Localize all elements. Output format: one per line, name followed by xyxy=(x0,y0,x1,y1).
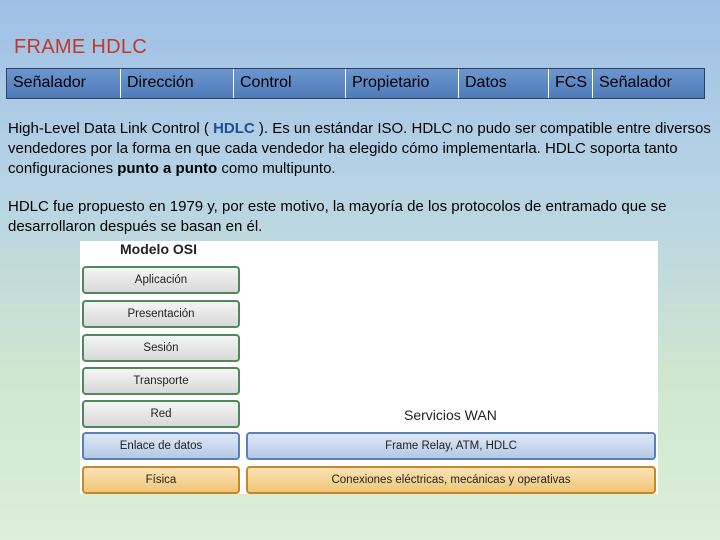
osi-layer-presentation: Presentación xyxy=(82,300,240,328)
description-paragraph-1 xyxy=(8,119,713,179)
wan-datalink-bar: Frame Relay, ATM, HDLC xyxy=(246,432,656,460)
frame-field-proprietary: Propietario xyxy=(346,69,459,98)
osi-layer-session: Sesión xyxy=(82,334,240,362)
frame-field-control: Control xyxy=(234,69,346,98)
osi-model-title: Modelo OSI xyxy=(120,241,197,257)
hdlc-keyword: HDLC xyxy=(213,120,255,137)
wan-physical-bar: Conexiones eléctricas, mecánicas y operativas xyxy=(246,466,656,494)
description-paragraph-2: HDLC fue propuesto en 1979 y, por este motivo, la mayoría de los protocolos de entramado que se desarrollaron después se basan en él. xyxy=(8,198,667,235)
page-title: FRAME HDLC xyxy=(14,36,148,58)
osi-layer-physical: Física xyxy=(82,466,240,494)
osi-layer-application: Aplicación xyxy=(82,266,240,294)
osi-wan-diagram xyxy=(80,241,658,494)
paragraph-1-text-a: High-Level Data Link Control ( xyxy=(8,120,214,137)
paragraph-1-text-c: como multipunto. xyxy=(217,160,336,177)
wan-services-title: Servicios WAN xyxy=(404,407,497,423)
frame-field-address: Dirección xyxy=(121,69,234,98)
frame-field-flag-start: Señalador xyxy=(7,69,121,98)
osi-layer-transport: Transporte xyxy=(82,367,240,395)
frame-field-data: Datos xyxy=(459,69,549,98)
osi-layer-network: Red xyxy=(82,400,240,428)
frame-field-flag-end: Señalador xyxy=(593,69,704,98)
point-to-point-keyword: punto a punto xyxy=(117,160,218,177)
paragraph-1-text-b: ). Es un estándar ISO. HDLC no pudo ser compatible entre diversos vendedores por la forma en que cada vendedor ha elegido cómo implementarla. HDLC soporta tanto configuraciones xyxy=(8,120,711,177)
osi-layer-datalink: Enlace de datos xyxy=(82,432,240,460)
frame-field-fcs: FCS xyxy=(549,69,593,98)
hdlc-frame-table xyxy=(6,68,705,99)
